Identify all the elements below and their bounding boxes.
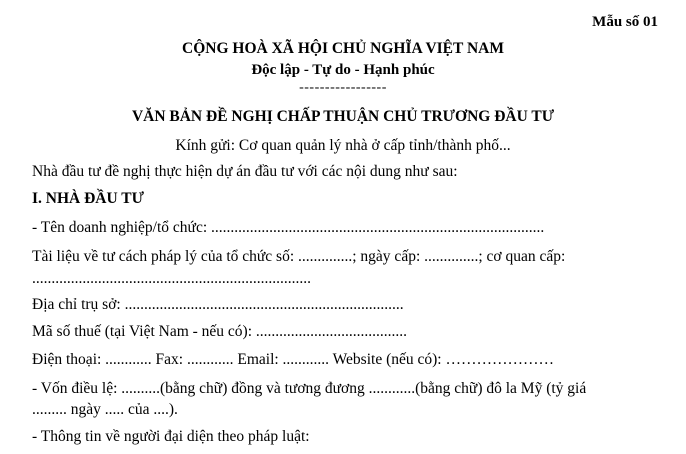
legal-representative-line: - Thông tin về người đại diện theo pháp luật: (32, 428, 310, 445)
legal-document-line: Tài liệu về tư cách pháp lý của tổ chức số: ..............; ngày cấp: ..............; cơ quan cấp: (32, 248, 566, 265)
form-number: Mẫu số 01 (592, 14, 658, 30)
nation-title: CỘNG HOÀ XÃ HỘI CHỦ NGHĨA VIỆT NAM (182, 40, 504, 57)
intro-line: Nhà đầu tư đề nghị thực hiện dự án đầu tư với các nội dung như sau: (32, 163, 458, 180)
contact-line: Điện thoại: ............ Fax: ............ Email: ............ Website (nếu có): ………………… (32, 351, 554, 368)
exchange-rate-line: ......... ngày ..... của ....). (32, 401, 178, 418)
issuing-agency-line: ........................................................................ (32, 270, 311, 287)
section-heading-investor: I. NHÀ ĐẦU TƯ (32, 190, 144, 207)
motto: Độc lập - Tự do - Hạnh phúc (251, 62, 435, 78)
head-office-line: Địa chỉ trụ sở: ........................................................................ (32, 296, 404, 313)
document-title: VĂN BẢN ĐỀ NGHỊ CHẤP THUẬN CHỦ TRƯƠNG ĐẦU TƯ (131, 108, 555, 125)
tax-code-line: Mã số thuế (tại Việt Nam - nếu có): ....................................... (32, 323, 408, 340)
recipient-line: Kính gửi: Cơ quan quản lý nhà ở cấp tỉnh/thành phố... (175, 137, 511, 154)
divider: ----------------- (299, 80, 387, 95)
company-name-line: - Tên doanh nghiệp/tổ chức: ...................................................................................... (32, 219, 545, 236)
charter-capital-line: - Vốn điều lệ: ..........(bằng chữ) đồng và tương đương ............(bằng chữ) đô la Mỹ (tỷ giá (32, 380, 587, 397)
